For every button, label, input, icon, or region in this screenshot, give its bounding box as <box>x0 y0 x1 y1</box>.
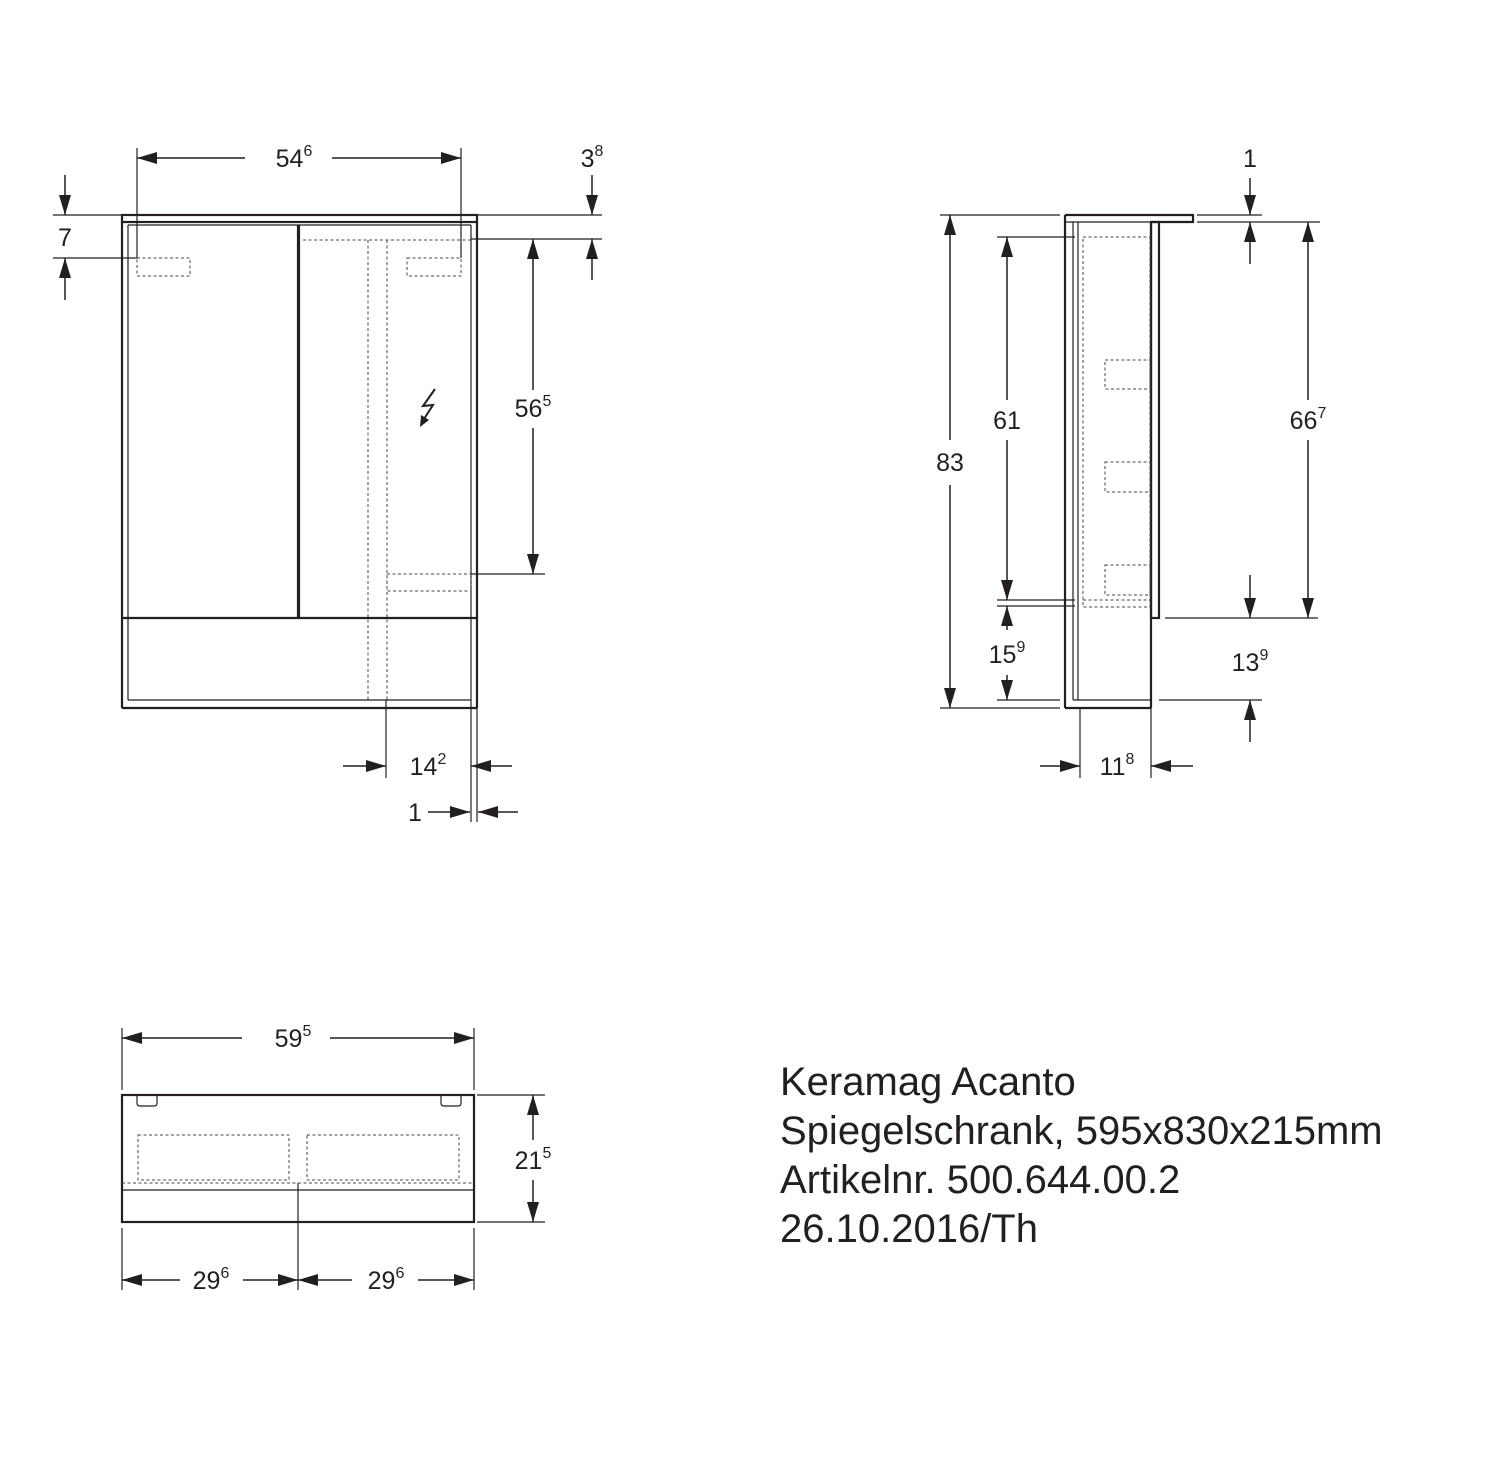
dimension-label: $29^6$ <box>192 1265 230 1295</box>
dimension-label: $54^6$ <box>275 143 313 173</box>
interior-space <box>1083 237 1150 607</box>
title-block <box>780 1060 1383 1251</box>
dimension-label: $11^8$ <box>1099 751 1135 781</box>
side-hidden-lines <box>1083 237 1150 607</box>
hinge-notch-left <box>137 1095 157 1106</box>
article-number: Artikelnr. 500.644.00.2 <box>780 1158 1181 1202</box>
interior-shelf <box>387 574 471 591</box>
interior-hidden-lines <box>137 240 471 700</box>
top-cabinet-outline <box>122 1095 474 1290</box>
side-mirror-height-dimension <box>1165 222 1326 618</box>
side-top-overhang-dimension <box>1197 145 1320 264</box>
light-right <box>407 258 461 276</box>
product-name: Keramag Acanto <box>780 1060 1076 1104</box>
dimension-label: $13^9$ <box>1231 647 1269 677</box>
side-bottom-shelf-dimension <box>989 606 1075 700</box>
dimension-label: $29^6$ <box>367 1265 405 1295</box>
side-bottom-offset-dimension <box>1159 575 1268 742</box>
top-cap <box>1065 215 1193 222</box>
mirror-door <box>1151 222 1159 618</box>
dimension-label: 83 <box>936 449 964 477</box>
top-width-dimension <box>122 1023 474 1090</box>
dimension-label: 1 <box>408 799 422 827</box>
hinge-notch-right <box>441 1095 461 1106</box>
side-depth-dimension <box>1040 708 1193 781</box>
dimension-label: $3^8$ <box>580 143 604 173</box>
top-right-half-dimension <box>298 1228 474 1295</box>
front-light-offset-dimension <box>53 175 137 300</box>
dimension-label: $66^7$ <box>1289 405 1327 435</box>
light-right-hidden <box>307 1135 459 1180</box>
top-plate <box>122 215 477 222</box>
dimension-label: 7 <box>58 224 72 252</box>
shelf-support <box>1105 565 1150 595</box>
shelf-support <box>1105 360 1150 389</box>
dimension-label: $56^5$ <box>514 393 552 423</box>
front-compartment-width-dimension <box>343 700 512 822</box>
dimension-label: 61 <box>993 407 1021 435</box>
side-view <box>936 145 1326 781</box>
side-interior-height-dimension <box>993 237 1075 600</box>
dimension-label: $21^5$ <box>514 1145 552 1175</box>
front-top-offset-dimension <box>471 143 604 280</box>
product-description: Spiegelschrank, 595x830x215mm <box>780 1109 1383 1153</box>
top-depth-dimension <box>477 1095 551 1222</box>
light-left <box>137 258 190 276</box>
front-view <box>53 143 604 827</box>
electrical-connection-icon <box>420 389 435 427</box>
front-cabinet-outline <box>122 215 477 708</box>
drawing-date: 26.10.2016/Th <box>780 1207 1038 1251</box>
top-view <box>122 1023 551 1295</box>
light-left-hidden <box>138 1135 289 1180</box>
dimension-label: 1 <box>1243 145 1257 173</box>
dimension-label: $59^5$ <box>274 1023 312 1053</box>
top-left-half-dimension <box>122 1228 298 1295</box>
dimension-label: $14^2$ <box>409 751 447 781</box>
side-total-height-dimension <box>936 215 1060 708</box>
front-mirror-height-dimension <box>471 239 551 574</box>
shelf-support <box>1105 462 1150 492</box>
dimension-label: $15^9$ <box>988 639 1026 669</box>
